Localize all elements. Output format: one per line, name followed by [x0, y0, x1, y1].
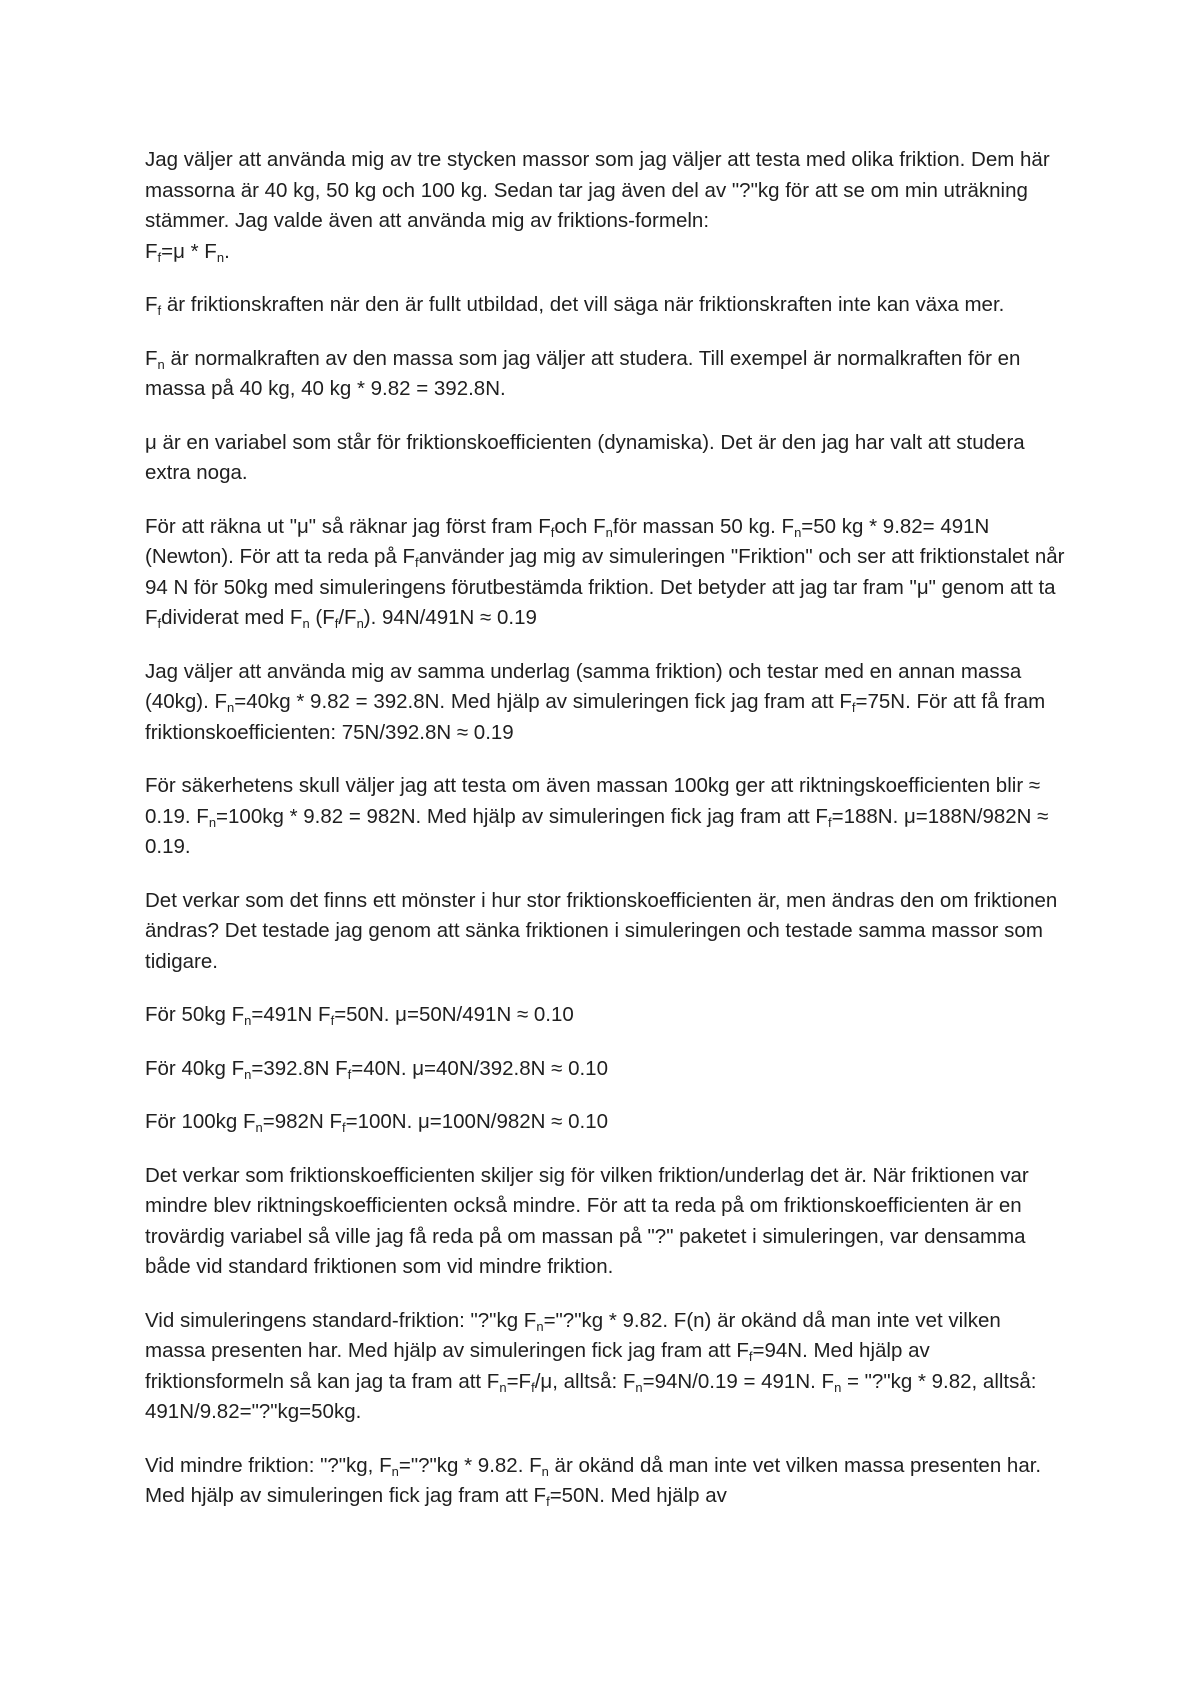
- subscript: n: [216, 249, 225, 265]
- subscript: n: [356, 616, 364, 631]
- text-run: =100N. μ=100N/982N ≈ 0.10: [345, 1110, 608, 1133]
- subscript: f: [157, 616, 162, 631]
- subscript: f: [157, 249, 162, 265]
- subscript: f: [347, 1066, 352, 1082]
- text-run: Det verkar som friktionskoefficienten skiljer sig för vilken friktion/underlag det är. När friktionen var mindre blev riktningskoefficienten också mindre. För att ta reda på om friktionskoefficienten är en trovärdig variabel så ville jag få reda på om massan på "?" paketet i simuleringen, var densamma både vid standard friktionen som vid mindre friktion.: [145, 1163, 1035, 1278]
- text-run: =50N. μ=50N/491N ≈ 0.10: [334, 1003, 574, 1026]
- text-run: = "?"kg * 9.82, alltså: 491N/9.82="?"kg=50kg.: [145, 1369, 1043, 1423]
- text-run: För 50kg F: [145, 1003, 245, 1026]
- subscript: n: [794, 524, 802, 540]
- text-run: är okänd då man inte vet vilken massa presenten har. Med hjälp av simuleringen fick jag fram att F: [145, 1453, 1047, 1507]
- paragraph-result-50kg: [145, 1000, 1065, 1031]
- paragraph-result-100kg: [145, 1107, 1065, 1138]
- text-run: och F: [554, 514, 606, 538]
- subscript: n: [244, 1066, 252, 1082]
- text-run: =50 kg * 9.82= 491N (Newton). För att ta reda på F: [145, 514, 996, 568]
- text-run: =188N. μ=188N/982N ≈ 0.19.: [145, 804, 1055, 858]
- paragraph-standard-friction: [145, 1306, 1065, 1428]
- text-run: F: [145, 293, 158, 316]
- document-body: [145, 145, 1071, 1535]
- subscript: f: [341, 1120, 346, 1135]
- text-run: =94N/0.19 = 491N. F: [642, 1369, 835, 1393]
- text-run: är friktionskraften när den är fullt utbildad, det vill säga när friktionskraften inte kan växa mer.: [161, 293, 1005, 316]
- subscript: f: [415, 555, 419, 570]
- paragraph-mu-definition: [145, 428, 1065, 489]
- paragraph-fn-definition: [145, 344, 1065, 405]
- text-run: dividerat med F: [161, 606, 303, 629]
- subscript: n: [541, 1463, 549, 1479]
- text-run: Vid simuleringens standard-friktion: "?"kg F: [145, 1308, 537, 1332]
- subscript: f: [330, 1013, 335, 1028]
- text-run: =50N. Med hjälp av: [549, 1484, 727, 1507]
- text-run: är normalkraften av den massa som jag väljer att studera. Till exempel är normalkraften för en massa på 40 kg, 40 kg * 9.82 = 392.8N.: [145, 346, 1027, 400]
- subscript: f: [550, 524, 555, 540]
- subscript: f: [851, 700, 856, 715]
- text-run: =392.8N F: [251, 1056, 348, 1080]
- text-run: För säkerhetens skull väljer jag att testa om även massan 100kg ger att riktningskoefficienten blir ≈ 0.19. F: [145, 774, 1046, 828]
- text-run: ="?"kg * 9.82. F: [398, 1453, 542, 1477]
- text-run: =491N F: [251, 1003, 331, 1026]
- subscript: n: [227, 700, 235, 715]
- text-run: =982N F: [262, 1110, 342, 1133]
- paragraph-calc-50kg: [145, 512, 1071, 634]
- paragraph-intro: [145, 145, 1065, 267]
- subscript: n: [605, 524, 613, 540]
- text-run: För 100kg F: [145, 1110, 256, 1133]
- subscript: f: [157, 303, 162, 318]
- text-run: =94N. Med hjälp av friktionsformeln så kan jag ta fram att F: [145, 1339, 936, 1393]
- text-run: =75N. För att få fram friktionskoefficienten: 75N/392.8N ≈ 0.19: [145, 690, 1051, 744]
- paragraph-ff-definition: [145, 290, 1065, 321]
- text-run: Jag väljer att använda mig av tre stycken massor som jag väljer att testa med olika friktion. Dem här massorna är 40 kg, 50 kg och 100 kg. Sedan tar jag även del av "?"kg för att se om min uträkning stämmer. Jag valde även att använda mig av friktions-formeln: F: [145, 148, 1050, 263]
- text-run: använder jag mig av simuleringen "Friktion" och ser att friktionstalet når 94 N för 50kg med simuleringens förutbestämda friktion. Det betyder att jag tar fram "μ" genom att ta F: [145, 545, 1071, 629]
- subscript: n: [536, 1318, 544, 1334]
- text-run: För 40kg F: [145, 1056, 245, 1080]
- text-run: =40kg * 9.82 = 392.8N. Med hjälp av simuleringen fick jag fram att F: [234, 690, 852, 713]
- subscript: n: [302, 616, 310, 631]
- subscript: n: [208, 814, 217, 830]
- subscript: n: [255, 1120, 263, 1135]
- subscript: n: [244, 1013, 252, 1028]
- text-run: ="?"kg * 9.82. F(n) är okänd då man inte vet vilken massa presenten har. Med hjälp av simuleringen fick jag fram att F: [145, 1308, 1007, 1362]
- text-run: Det verkar som det finns ett mönster i hur stor friktionskoefficienten är, men ändras den om friktionen ändras? Det testade jag genom att sänka friktionen i simuleringen och testade samma massor som tidigare.: [145, 888, 1063, 973]
- text-run: Jag väljer att använda mig av samma underlag (samma friktion) och testar med en annan massa (40kg). F: [145, 659, 1027, 713]
- paragraph-conclusion: [145, 1161, 1065, 1283]
- paragraph-calc-40kg: [145, 657, 1065, 749]
- text-run: för massan 50 kg. F: [612, 514, 795, 538]
- subscript: n: [157, 356, 165, 372]
- text-run: μ är en variabel som står för friktionskoefficienten (dynamiska). Det är den jag har valt att studera extra noga.: [145, 430, 1031, 484]
- text-run: Vid mindre friktion: "?"kg, F: [145, 1453, 392, 1477]
- text-run: =F: [506, 1369, 532, 1393]
- paragraph-result-40kg: [145, 1054, 1065, 1085]
- text-run: =100kg * 9.82 = 982N. Med hjälp av simuleringen fick jag fram att F: [216, 804, 828, 828]
- text-run: .: [224, 239, 230, 263]
- text-run: /F: [338, 606, 357, 629]
- paragraph-lower-friction: [145, 1451, 1065, 1512]
- subscript: n: [391, 1463, 399, 1479]
- text-run: För att räkna ut "μ" så räknar jag först fram F: [145, 514, 551, 538]
- paragraph-pattern-question: [145, 886, 1065, 978]
- paragraph-calc-100kg: [145, 771, 1065, 863]
- subscript: f: [334, 616, 339, 631]
- subscript: f: [827, 814, 832, 830]
- subscript: n: [499, 1379, 507, 1395]
- subscript: n: [834, 1379, 842, 1395]
- subscript: f: [546, 1494, 550, 1509]
- text-run: ). 94N/491N ≈ 0.19: [363, 606, 537, 629]
- text-run: =μ * F: [161, 239, 217, 263]
- subscript: f: [531, 1379, 535, 1395]
- text-run: /μ, alltså: F: [534, 1369, 636, 1393]
- text-run: (F: [309, 606, 335, 629]
- subscript: f: [748, 1349, 753, 1364]
- subscript: n: [635, 1379, 643, 1395]
- text-run: =40N. μ=40N/392.8N ≈ 0.10: [351, 1056, 608, 1080]
- text-run: F: [145, 346, 158, 370]
